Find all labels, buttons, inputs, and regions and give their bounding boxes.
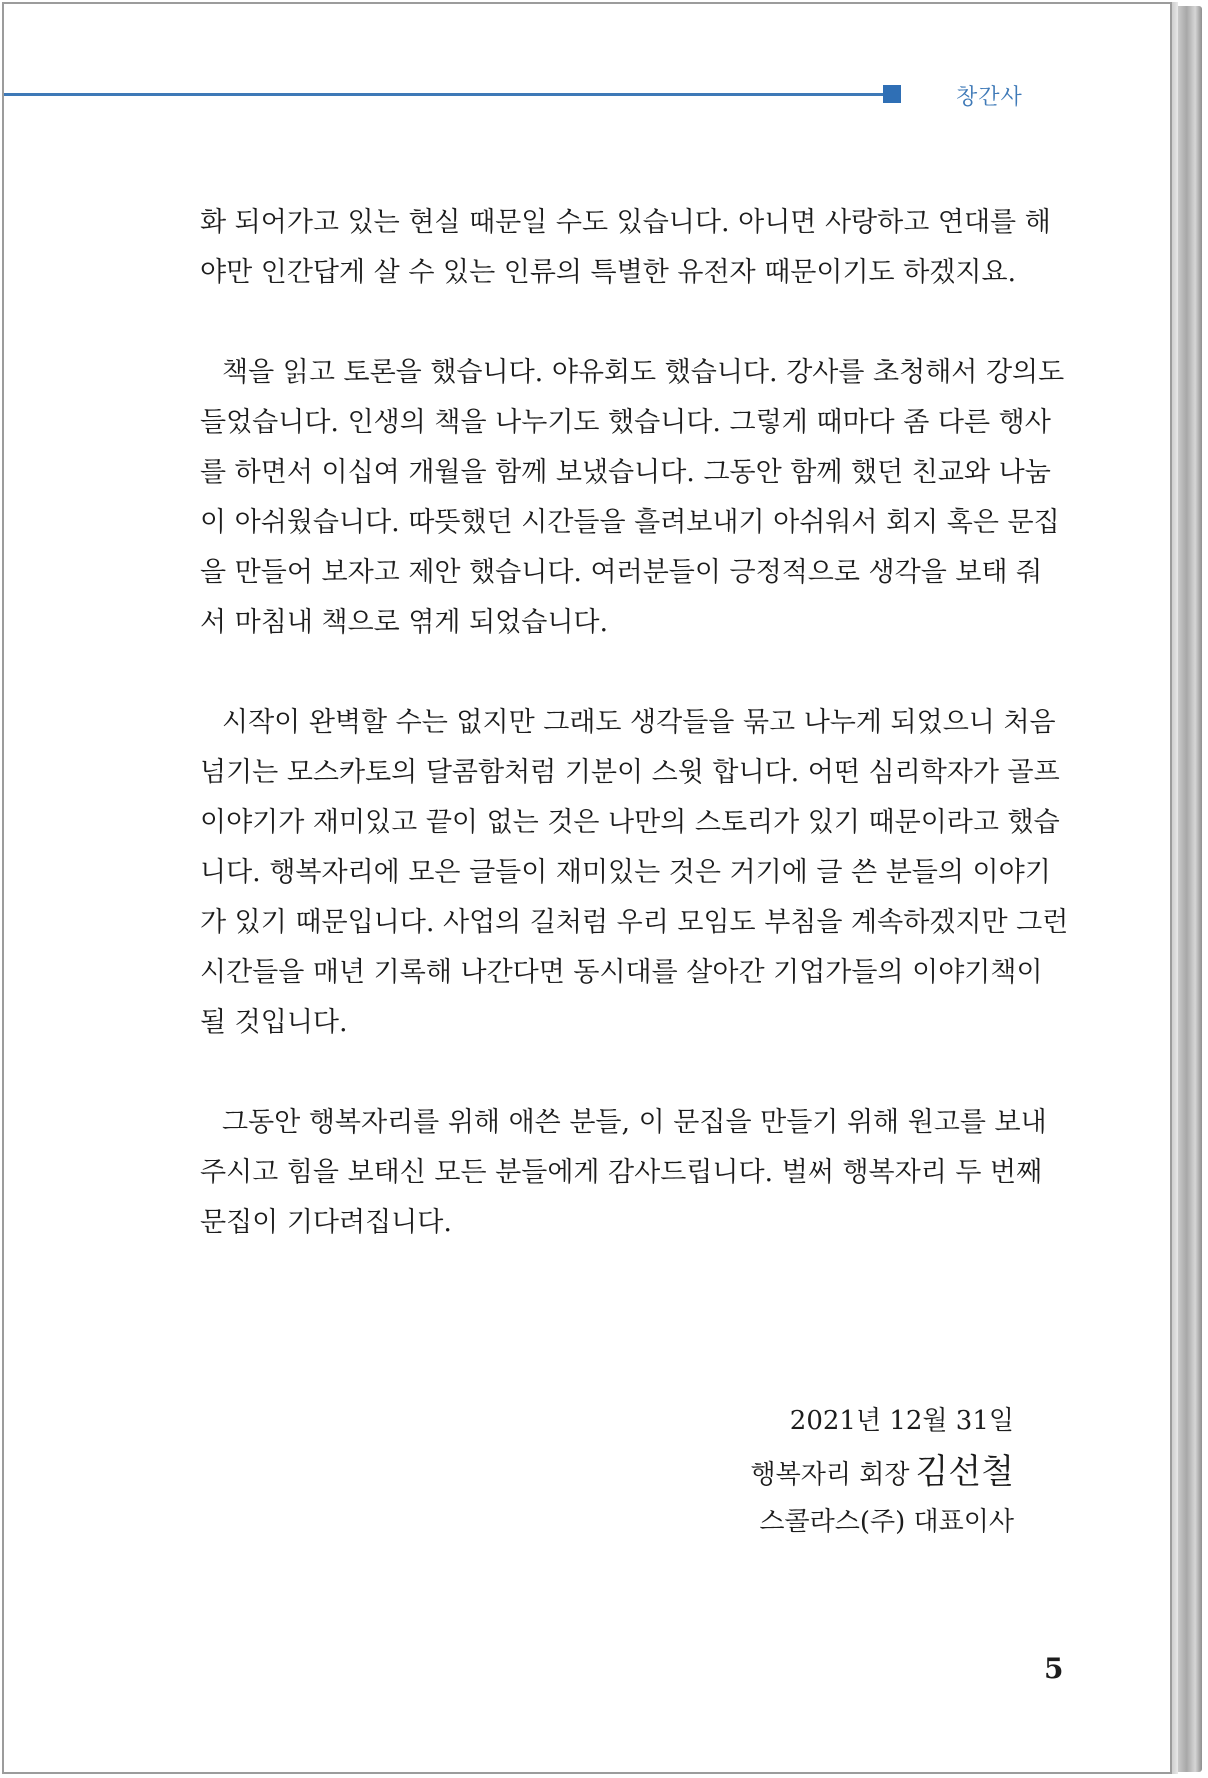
page-number: 5 [1044,1652,1064,1685]
text-line: 화 되어가고 있는 현실 때문일 수도 있습니다. 아니면 사랑하고 연대를 해 [200,207,1051,238]
text-line: 을 만들어 보자고 제안 했습니다. 여러분들이 긍정적으로 생각을 보태 줘 [200,557,1043,588]
text-line: 를 하면서 이십여 개월을 함께 보냈습니다. 그동안 함께 했던 친교와 나눔 [200,457,1051,488]
signature-title: 행복자리 회장 [750,1460,910,1490]
page [2,2,1172,1774]
signature-date: 2021년 12월 31일 [789,1406,1014,1436]
text-line: 문집이 기다려집니다. [200,1207,452,1238]
signature-title-line [750,1446,1014,1498]
text-line: 들었습니다. 인생의 책을 나누기도 했습니다. 그렇게 때마다 좀 다른 행사 [200,407,1051,438]
paragraph-2 [200,348,1065,648]
text-line: 니다. 행복자리에 모은 글들이 재미있는 것은 거기에 글 쓴 분들의 이야기 [200,857,1051,888]
paragraph-1 [200,198,1060,298]
text-line: 시작이 완벽할 수는 없지만 그래도 생각들을 묶고 나누게 되었으니 처음 [222,707,1056,738]
text-line: 야만 인간답게 살 수 있는 인류의 특별한 유전자 때문이기도 하겠지요. [200,257,1017,288]
paragraph-4 [200,1098,1060,1248]
text-line: 될 것입니다. [200,1007,348,1038]
body-text [200,198,1069,1298]
text-line: 가 있기 때문입니다. 사업의 길처럼 우리 모임도 부침을 계속하겠지만 그런 [200,907,1069,938]
running-head: 창간사 [956,85,1023,110]
signature-name: 김선철 [915,1452,1014,1492]
text-line: 이야기가 재미있고 끝이 없는 것은 나만의 스토리가 있기 때문이라고 했습 [200,807,1060,838]
text-line: 이 아쉬웠습니다. 따뜻했던 시간들을 흘려보내기 아쉬워서 회지 혹은 문집 [200,507,1060,538]
text-line: 주시고 힘을 보태신 모든 분들에게 감사드립니다. 벌써 행복자리 두 번째 [200,1157,1043,1188]
text-line: 서 마침내 책으로 엮게 되었습니다. [200,607,609,638]
header-rule [4,93,884,96]
text-line: 넘기는 모스카토의 달콤함처럼 기분이 스윗 합니다. 어떤 심리학자가 골프 [200,757,1060,788]
text-line: 그동안 행복자리를 위해 애쓴 분들, 이 문집을 만들기 위해 원고를 보내 [222,1107,1047,1138]
header-square-ornament [883,85,901,103]
paragraph-3 [200,698,1069,1048]
signature-block [750,1396,1014,1546]
text-line: 책을 읽고 토론을 했습니다. 야유회도 했습니다. 강사를 초청해서 강의도 [222,357,1065,388]
text-line: 시간들을 매년 기록해 나간다면 동시대를 살아간 기업가들의 이야기책이 [200,957,1043,988]
signature-company: 스콜라스(주) 대표이사 [759,1507,1014,1537]
